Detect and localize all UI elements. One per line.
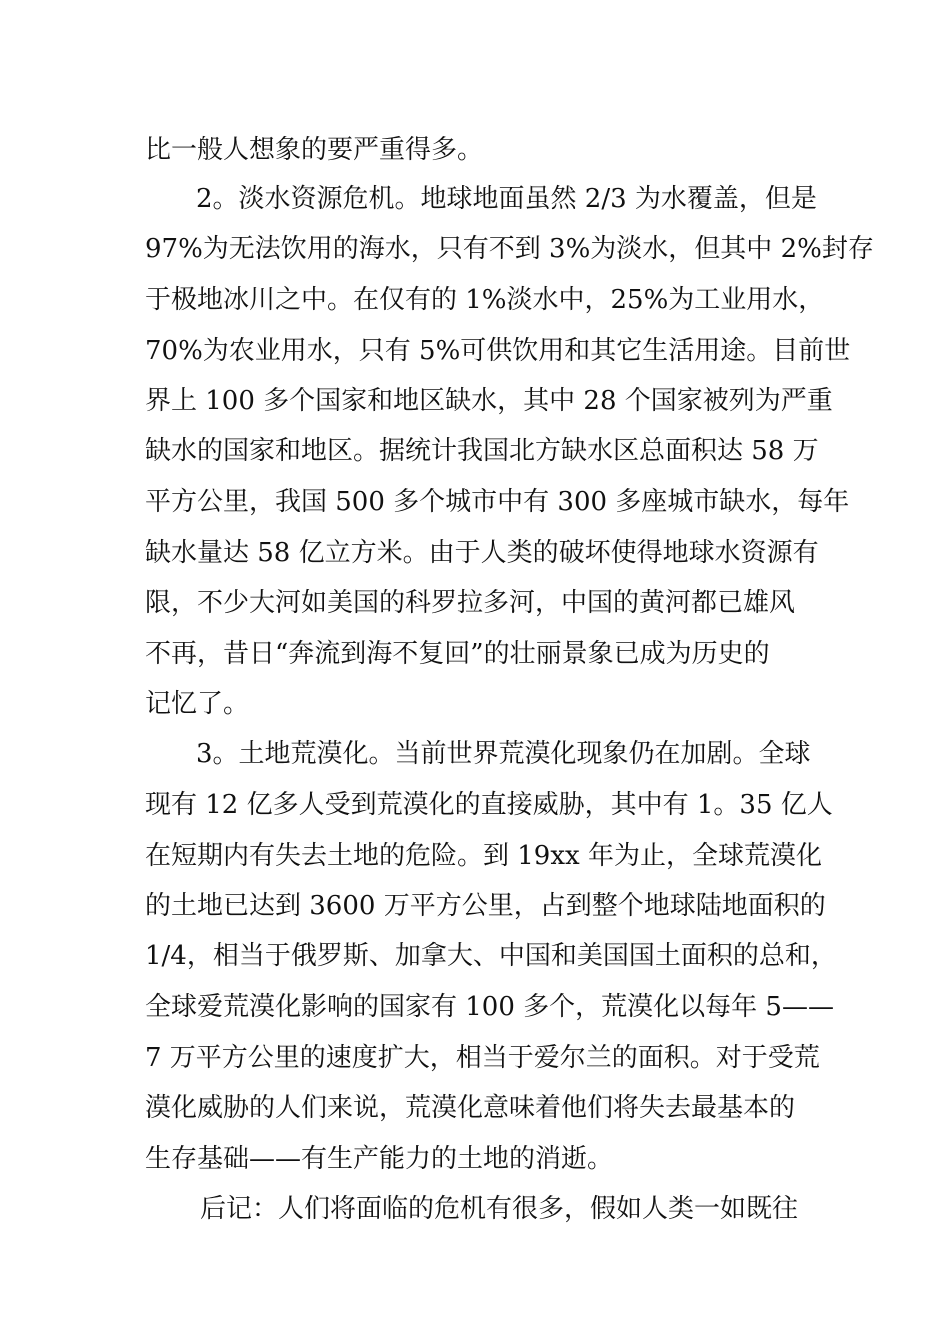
text-line: 7 万平方公里的速度扩大，相当于爱尔兰的面积。对于受荒 [145,1043,820,1073]
text-line: 限，不少大河如美国的科罗拉多河，中国的黄河都已雄风 [145,588,796,618]
text-line: 漠化威胁的人们来说，荒漠化意味着他们将失去最基本的 [145,1093,796,1123]
text-line: 界上 100 多个国家和地区缺水，其中 28 个国家被列为严重 [145,386,833,416]
text-line: 现有 12 亿多人受到荒漠化的直接威胁，其中有 1。35 亿人 [145,790,833,820]
text-line: 的土地已达到 3600 万平方公里，占到整个地球陆地面积的 [145,891,826,921]
text-line: 1/4，相当于俄罗斯、加拿大、中国和美国国土面积的总和， [145,941,837,971]
text-line: 比一般人想象的要严重得多。 [145,135,484,165]
text-line: 平方公里，我国 500 多个城市中有 300 多座城市缺水，每年 [145,487,850,517]
paragraph-afterword-start: 后记：人们将面临的危机有很多，假如人类一如既往 [200,1194,799,1224]
text-line: 生存基础——有生产能力的土地的消逝。 [145,1144,614,1174]
text-line: 在短期内有失去土地的危险。到 19xx 年为止，全球荒漠化 [145,841,822,871]
text-line: 缺水的国家和地区。据统计我国北方缺水区总面积达 58 万 [145,436,819,466]
text-line: 于极地冰川之中。在仅有的 1%淡水中，25%为工业用水， [145,285,825,315]
paragraph-freshwater-start: 2。淡水资源危机。地球地面虽然 2/3 为水覆盖，但是 [196,184,817,214]
text-line: 全球爱荒漠化影响的国家有 100 多个，荒漠化以每年 5—— [145,992,834,1022]
text-line: 缺水量达 58 亿立方米。由于人类的破坏使得地球水资源有 [145,538,819,568]
text-line: 70%为农业用水，只有 5%可供饮用和其它生活用途。目前世 [145,336,851,366]
text-line: 不再，昔日“奔流到海不复回”的壮丽景象已成为历史的 [145,639,770,669]
text-line: 记忆了。 [145,689,250,719]
paragraph-desertification-start: 3。土地荒漠化。当前世界荒漠化现象仍在加剧。全球 [196,739,811,769]
text-line: 97%为无法饮用的海水，只有不到 3%为淡水，但其中 2%封存 [145,234,874,264]
